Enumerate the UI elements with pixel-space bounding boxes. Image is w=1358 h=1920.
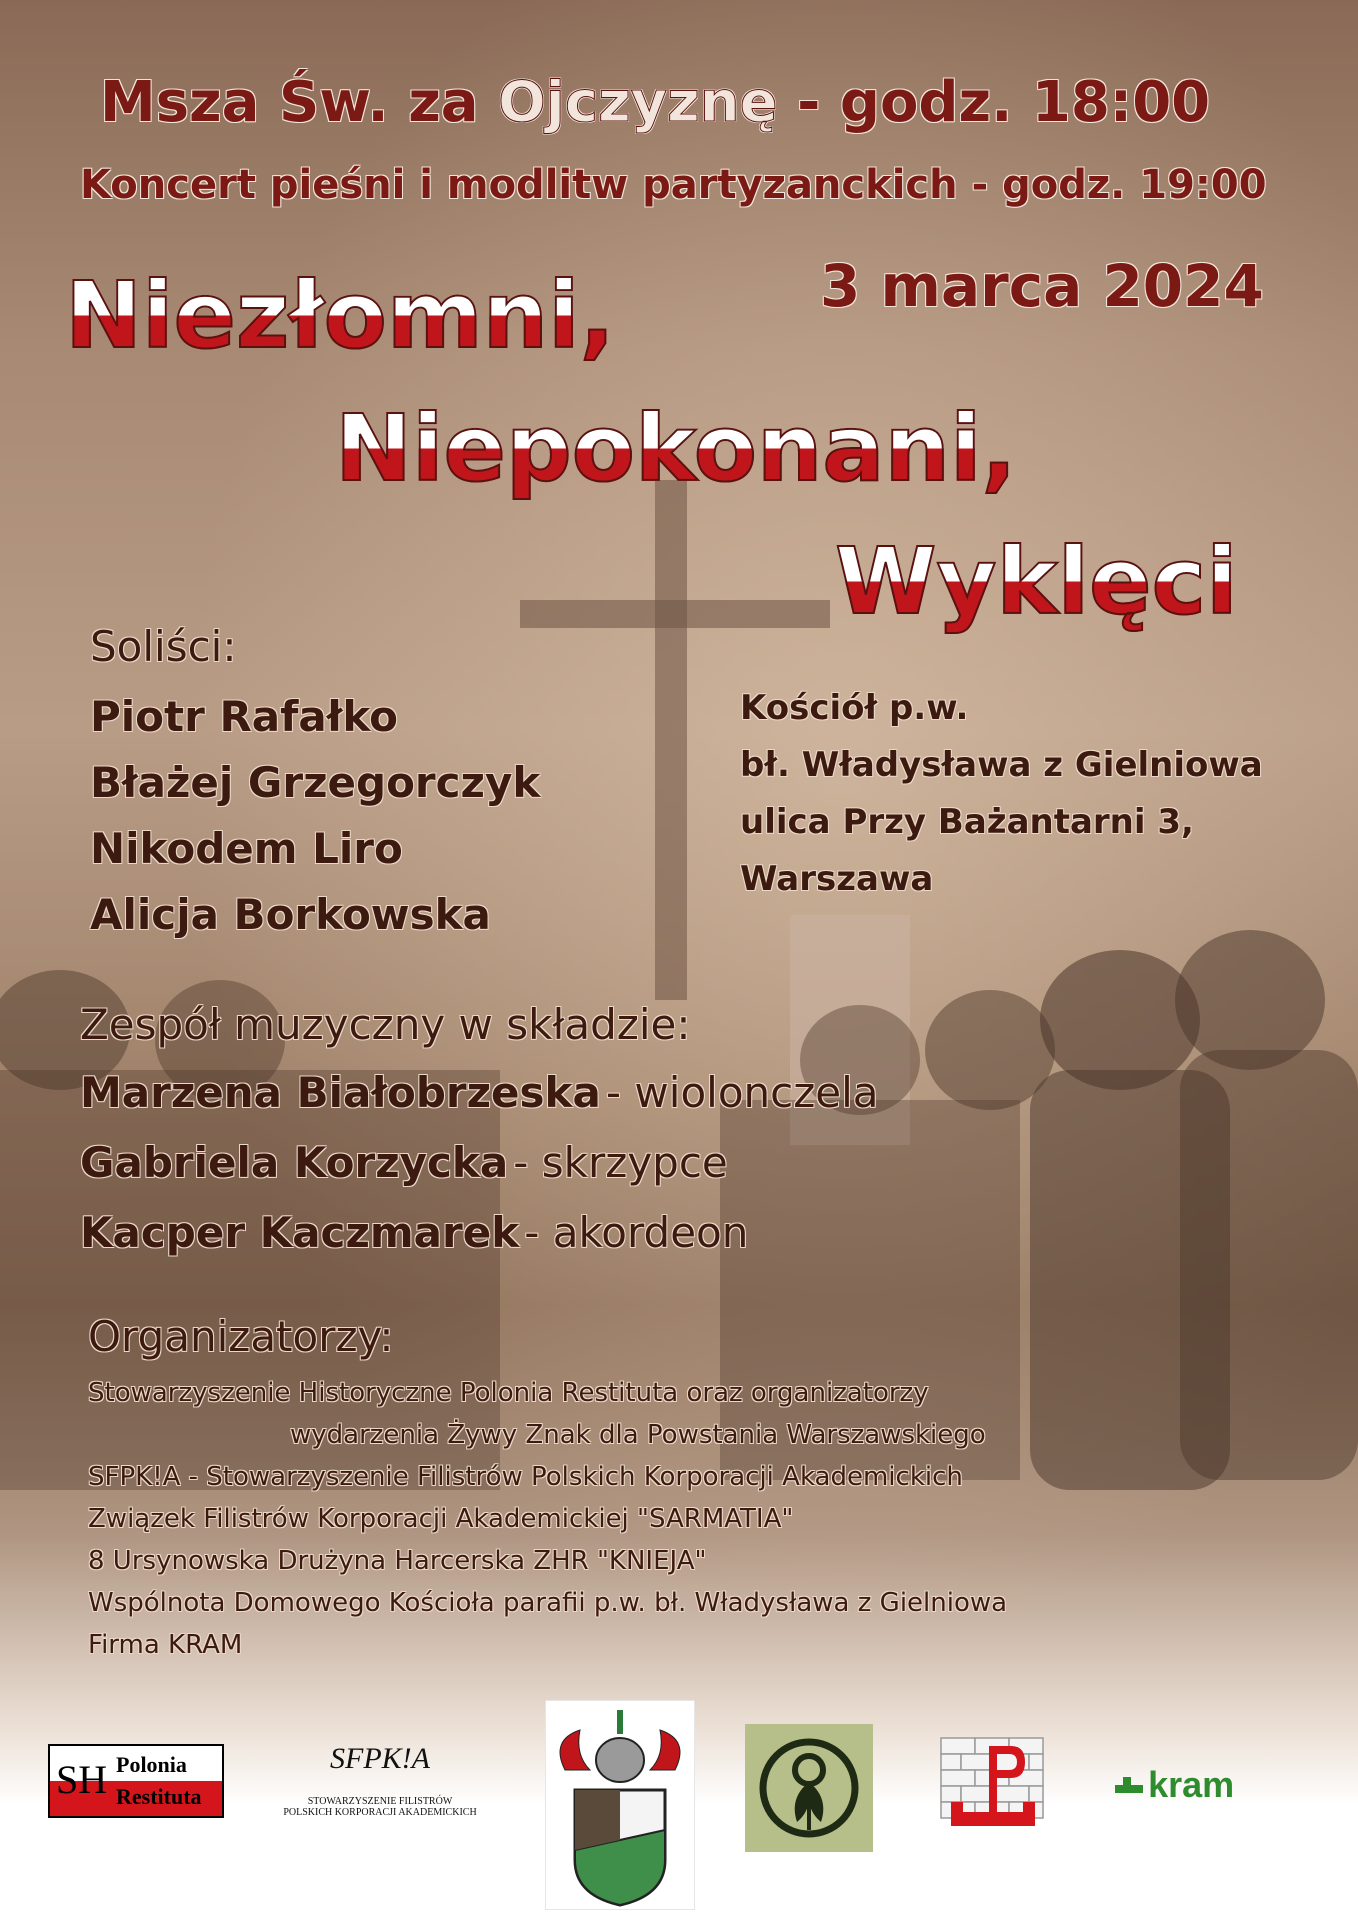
- band-heading: Zespół muzyczny w składzie:: [80, 1000, 691, 1049]
- crowd-silhouette-4: [1180, 1050, 1358, 1480]
- band-member-instrument: - akordeon: [524, 1208, 749, 1257]
- crowd-silhouette-5: [925, 990, 1055, 1110]
- concert-line: [80, 162, 1267, 208]
- band-member: [80, 1208, 748, 1257]
- venue-line: Kościół p.w.: [740, 688, 969, 728]
- concert-label: Koncert pieśni i modlitw partyzanckich: [80, 162, 958, 208]
- crowd-silhouette-3: [1175, 930, 1325, 1070]
- title-line-3: Wyklęci: [835, 528, 1238, 635]
- sfpka-logo: [280, 1738, 480, 1838]
- mass-line: [100, 70, 1210, 135]
- band-member: [80, 1138, 728, 1187]
- band-member: [80, 1068, 879, 1117]
- kniejska-harcerska-logo: [745, 1724, 873, 1852]
- sarmatia-coat-of-arms-logo: [545, 1700, 695, 1910]
- sfpka-caption-2: POLSKICH KORPORACJI AKADEMICKICH: [283, 1807, 477, 1818]
- cross-horizontal: [520, 600, 830, 628]
- soloist-name: Piotr Rafałko: [90, 692, 398, 741]
- title-line-1: Niezłomni,: [65, 262, 615, 369]
- organizer-line: SFPK!A - Stowarzyszenie Filistrów Polskich Korporacji Akademickich: [88, 1462, 963, 1492]
- band-member-name: Marzena Białobrzeska: [80, 1068, 601, 1117]
- title-line-2: Niepokonani,: [335, 395, 1017, 502]
- band-member-name: Kacper Kaczmarek: [80, 1208, 520, 1257]
- mass-highlight: Ojczyznę: [498, 70, 778, 135]
- sfpka-monogram: SFPK!A: [330, 1742, 430, 1775]
- organizer-line: Stowarzyszenie Historyczne Polonia Restituta oraz organizatorzy: [88, 1378, 929, 1408]
- soloist-name: Błażej Grzegorczyk: [90, 758, 541, 807]
- sfpka-caption-1: STOWARZYSZENIE FILISTRÓW: [307, 1796, 453, 1807]
- organizer-line: Firma KRAM: [88, 1630, 243, 1660]
- polonia-logo-line1: Polonia: [116, 1752, 187, 1777]
- soloist-name: Nikodem Liro: [90, 824, 403, 873]
- mass-label: Msza Św. za: [100, 70, 479, 135]
- venue-line: ulica Przy Bażantarni 3,: [740, 802, 1194, 842]
- band-member-name: Gabriela Korzycka: [80, 1138, 509, 1187]
- organizer-line: 8 Ursynowska Drużyna Harcerska ZHR "KNIEJA": [88, 1546, 707, 1576]
- venue-line: bł. Władysława z Gielniowa: [740, 745, 1263, 785]
- organizer-line: Wspólnota Domowego Kościoła parafii p.w. bł. Władysława z Gielniowa: [88, 1588, 1008, 1618]
- kram-logo-text: kram: [1148, 1764, 1235, 1805]
- kram-mark-icon: [1115, 1771, 1143, 1799]
- polonia-logo-sh: SH: [56, 1757, 108, 1802]
- soloists-heading: Soliści:: [90, 622, 237, 671]
- anchor-brick-wall-logo: [935, 1728, 1051, 1844]
- mass-time: - godz. 18:00: [797, 70, 1211, 135]
- polonia-restituta-logo: [48, 1744, 224, 1818]
- organizer-line: wydarzenia Żywy Znak dla Powstania Warszawskiego: [290, 1420, 986, 1450]
- soloist-name: Alicja Borkowska: [90, 890, 491, 939]
- concert-time: - godz. 19:00: [971, 162, 1267, 208]
- band-member-instrument: - wiolonczela: [605, 1068, 879, 1117]
- band-member-instrument: - skrzypce: [513, 1138, 728, 1187]
- organizers-heading: Organizatorzy:: [88, 1312, 394, 1361]
- polonia-logo-line2: Restituta: [116, 1784, 202, 1809]
- crowd-silhouette-1: [1040, 950, 1200, 1090]
- cross-vertical: [655, 480, 687, 1000]
- organizer-line: Związek Filistrów Korporacji Akademickiej "SARMATIA": [88, 1504, 794, 1534]
- kram-logo: [1115, 1764, 1234, 1808]
- event-date: 3 marca 2024: [820, 252, 1264, 320]
- venue-line: Warszawa: [740, 859, 934, 899]
